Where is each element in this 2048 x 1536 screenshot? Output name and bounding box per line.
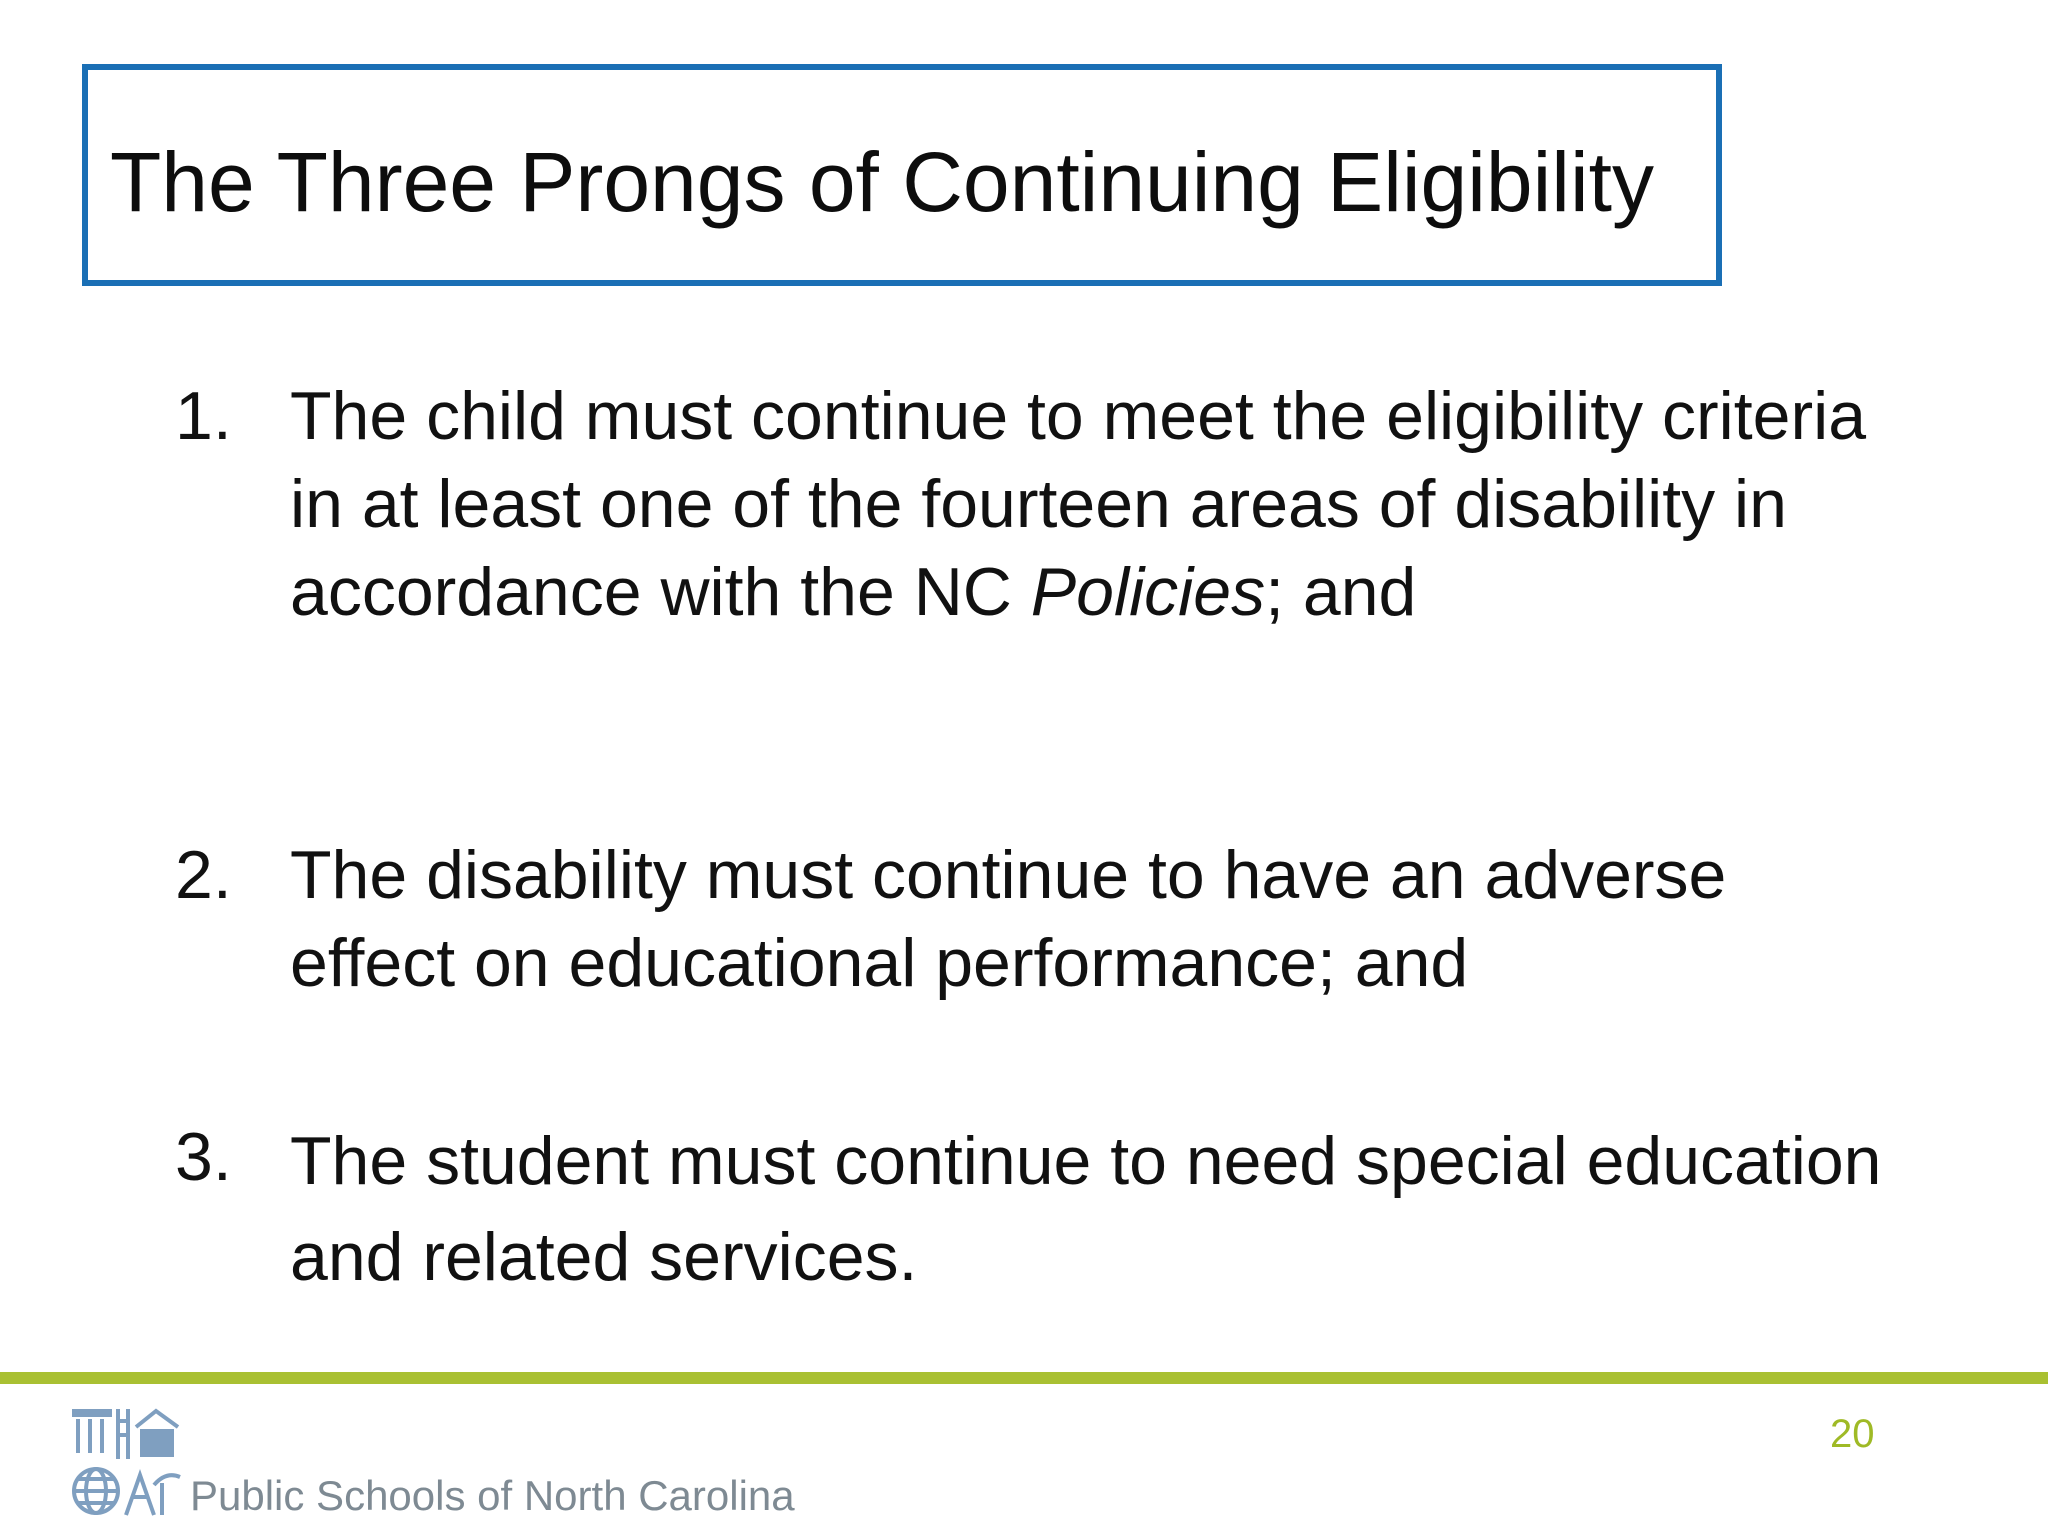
organization-name: Public Schools of North Carolina [190, 1472, 795, 1519]
list-item-text: The disability must continue to have an adverse effect on educational performance; and [290, 837, 1727, 1001]
footer-divider [0, 1372, 2048, 1384]
list-item-text: The student must continue to need special education and related services. [290, 1123, 1882, 1295]
slide-title: The Three Prongs of Continuing Eligibility [110, 135, 1654, 229]
list-item-text-part: ; and [1265, 554, 1417, 630]
page-number: 20 [1830, 1412, 1875, 1456]
list-item-number: 1. [175, 378, 232, 454]
nc-public-schools-logo-icon [70, 1405, 182, 1521]
list-item-number: 3. [175, 1119, 232, 1195]
list-item-text [290, 372, 1890, 636]
list-item-number: 2. [175, 837, 232, 913]
list-item-text-part: The child must continue to meet the eligibility criteria in at least one of the fourteen areas of disability in accordance with the NC [290, 378, 1867, 630]
policies-emphasis: Policies [1030, 554, 1266, 630]
slide-title-box [82, 64, 1722, 286]
